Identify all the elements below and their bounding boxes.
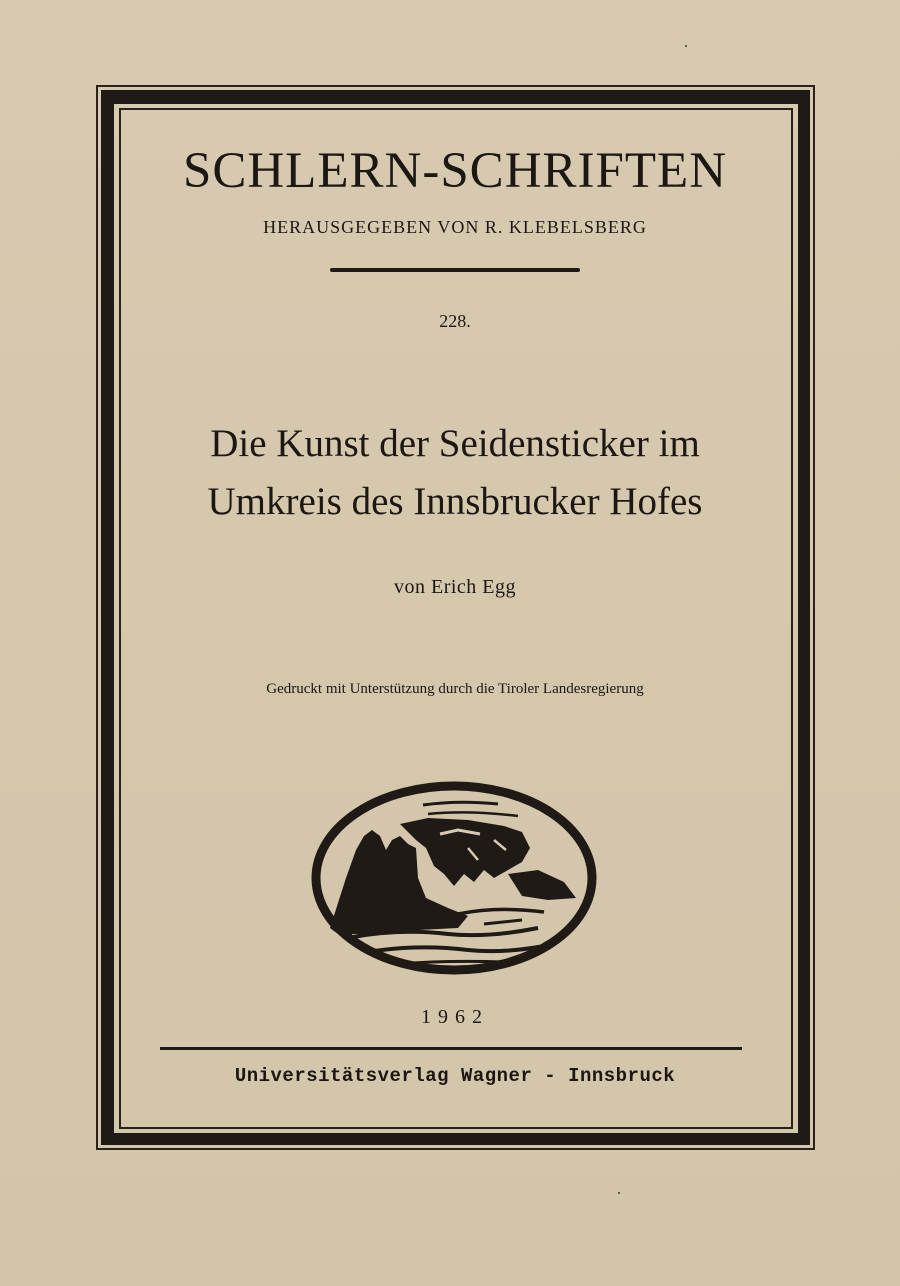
paper-speck <box>685 45 687 47</box>
series-title: SCHLERN-SCHRIFTEN <box>182 143 728 199</box>
support-note: Gedruckt mit Unterstützung durch die Tiroler Landesregierung <box>266 681 644 697</box>
publisher: Universitätsverlag Wagner - Innsbruck <box>234 1065 676 1087</box>
book-title-line-2: Umkreis des Innsbrucker Hofes <box>207 480 703 523</box>
volume-number: 228. <box>439 311 471 331</box>
mountain-landscape-emblem-icon <box>308 778 600 978</box>
paper-speck <box>618 1192 620 1194</box>
book-title <box>120 415 790 531</box>
book-title-line-1: Die Kunst der Seidensticker im <box>210 422 700 465</box>
publication-year: 1962 <box>421 1006 489 1028</box>
author: von Erich Egg <box>393 576 517 598</box>
divider-rule <box>160 1047 742 1050</box>
editor-line: HERAUSGEGEBEN VON R. KLEBELSBERG <box>263 217 647 237</box>
decorative-rule <box>330 268 580 272</box>
